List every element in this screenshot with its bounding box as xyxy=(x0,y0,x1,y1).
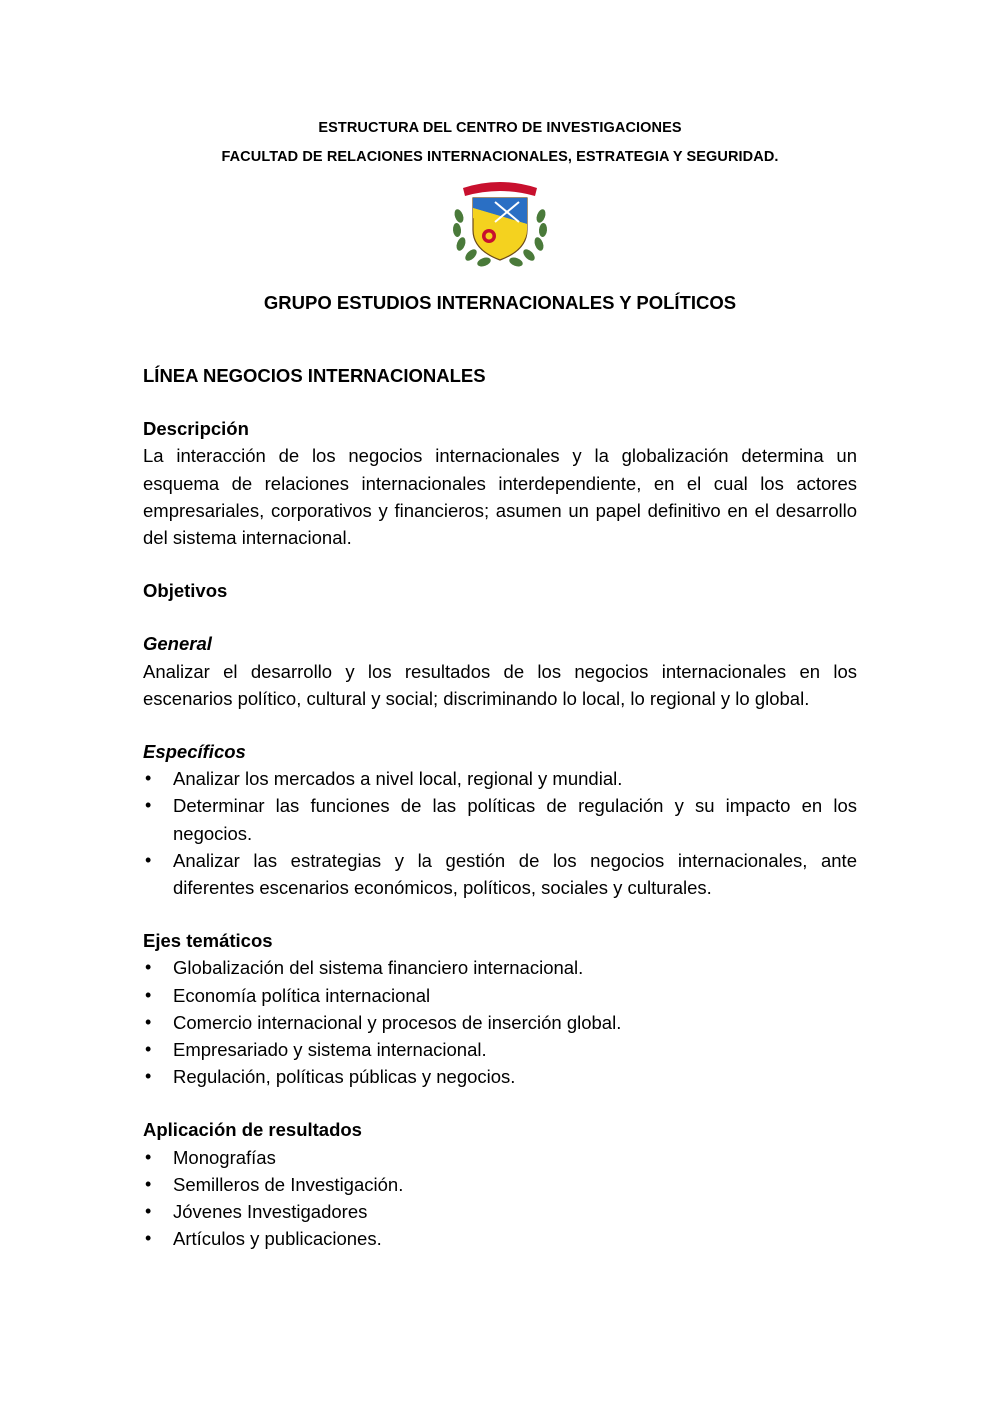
coat-of-arms-icon xyxy=(449,178,551,270)
general-heading: General xyxy=(143,633,212,655)
themes-list xyxy=(143,954,857,1090)
description-heading: Descripción xyxy=(143,418,249,440)
list-item: • Regulación, políticas públicas y negocios. xyxy=(143,1063,857,1090)
list-item: • Monografías xyxy=(143,1144,857,1171)
specific-list xyxy=(143,765,857,901)
list-item: • Economía política internacional xyxy=(143,982,857,1009)
themes-heading: Ejes temáticos xyxy=(143,930,273,952)
list-item: • Determinar las funciones de las políticas de regulación y su impacto en los negocios. xyxy=(143,792,857,846)
objectives-heading: Objetivos xyxy=(143,580,228,602)
header-line-1: ESTRUCTURA DEL CENTRO DE INVESTIGACIONES xyxy=(318,120,682,136)
list-item: • Empresariado y sistema internacional. xyxy=(143,1036,857,1063)
group-title: GRUPO ESTUDIOS INTERNACIONALES Y POLÍTICOS xyxy=(263,292,737,313)
list-item: • Analizar los mercados a nivel local, regional y mundial. xyxy=(143,765,857,792)
description-text: La interacción de los negocios internacionales y la globalización determina un esquema de relaciones internacionales interdependiente, en el cual los actores empresariales, corporativos y financieros; asumen un papel definitivo en el desarrollo del sistema internacional. xyxy=(143,445,857,549)
list-item: • Analizar las estrategias y la gestión de los negocios internacionales, ante diferentes escenarios económicos, políticos, sociales y culturales. xyxy=(143,847,857,901)
specific-heading: Específicos xyxy=(143,741,246,763)
header-line-2: FACULTAD DE RELACIONES INTERNACIONALES, ESTRATEGIA Y SEGURIDAD. xyxy=(221,149,779,165)
results-list xyxy=(143,1144,857,1253)
line-title: LÍNEA NEGOCIOS INTERNACIONALES xyxy=(143,365,486,386)
list-item: • Globalización del sistema financiero internacional. xyxy=(143,954,857,981)
list-item: • Artículos y publicaciones. xyxy=(143,1225,857,1252)
general-text: Analizar el desarrollo y los resultados de los negocios internacionales en los escenarios político, cultural y social; discriminando lo local, lo regional y lo global. xyxy=(143,660,857,709)
list-item: • Comercio internacional y procesos de inserción global. xyxy=(143,1009,857,1036)
list-item: • Jóvenes Investigadores xyxy=(143,1198,857,1225)
results-heading: Aplicación de resultados xyxy=(143,1119,362,1141)
document-content xyxy=(143,362,857,1252)
list-item: • Semilleros de Investigación. xyxy=(143,1171,857,1198)
